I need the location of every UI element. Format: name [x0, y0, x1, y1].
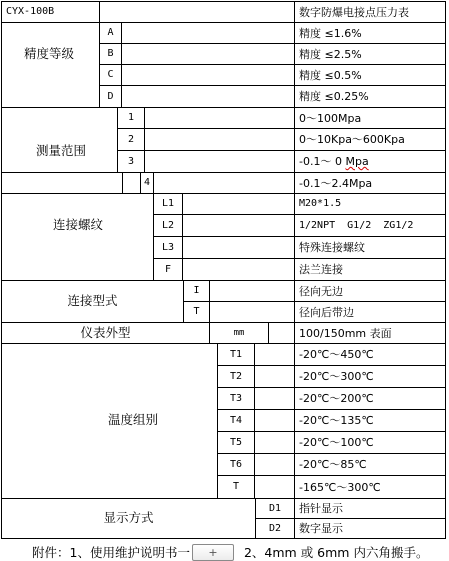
thread-desc-l1: M20*1.5 — [294, 193, 446, 215]
temp-blank-t6 — [254, 453, 295, 476]
accuracy-blank-d — [121, 85, 295, 108]
accuracy-blank-c — [121, 64, 295, 86]
temp-blank-t — [254, 475, 295, 499]
temp-code-t5: T5 — [217, 431, 255, 454]
range-code-4: 4 — [140, 172, 154, 194]
thread-label-cell — [1, 193, 154, 281]
thread-label: 连接螺纹 — [53, 217, 104, 232]
footer-note — [32, 543, 428, 561]
temp-desc-t6: -20℃～85℃ — [294, 453, 446, 476]
thread-code-l2: L2 — [153, 214, 183, 237]
range-blank-4 — [153, 172, 295, 194]
range-desc-3-main: -0.1～ 0 — [299, 155, 346, 168]
temp-desc-t1: -20℃～450℃ — [294, 343, 446, 366]
temperature-label-cell — [1, 343, 218, 499]
range-desc-3-unit: Mpa — [345, 155, 369, 168]
accuracy-blank-b — [121, 43, 295, 65]
temp-code-t: T — [217, 475, 255, 499]
temp-code-t4: T4 — [217, 409, 255, 432]
temp-code-t2: T2 — [217, 365, 255, 388]
connection-blank-t — [209, 301, 295, 323]
range-desc-1: 0～100Mpa — [294, 107, 446, 129]
temp-blank-t4 — [254, 409, 295, 432]
display-code-d2: D2 — [255, 518, 295, 539]
range-code-1: 1 — [117, 107, 145, 129]
range-desc-3 — [294, 150, 446, 173]
size-desc: 100/150mm 表面 — [294, 322, 446, 344]
range-code-2: 2 — [117, 128, 145, 151]
connection-desc-t: 径向后带边 — [294, 301, 446, 323]
connection-code-i: I — [183, 280, 210, 302]
connection-desc-i: 径向无边 — [294, 280, 446, 302]
accuracy-blank-a — [121, 22, 295, 44]
footer-text-before: 附件：1、使用维护说明书一 — [32, 545, 190, 560]
temp-blank-t2 — [254, 365, 295, 388]
display-desc-d1: 指针显示 — [294, 498, 446, 519]
thread-desc-l2: 1/2NPT G1/2 ZG1/2 — [294, 214, 446, 237]
expand-plus-button[interactable]: + — [192, 544, 234, 561]
range-row4-blank-left — [1, 172, 123, 194]
display-code-d1: D1 — [255, 498, 295, 519]
accuracy-desc-a: 精度 ≤1.6% — [294, 22, 446, 44]
temp-blank-t5 — [254, 431, 295, 454]
temp-desc-t3: -20℃～200℃ — [294, 387, 446, 410]
range-blank-3 — [144, 150, 295, 173]
thread-desc-f: 法兰连接 — [294, 258, 446, 281]
accuracy-label: 精度等级 — [24, 46, 75, 61]
thread-blank-l3 — [182, 236, 295, 259]
temp-desc-t5: -20℃～100℃ — [294, 431, 446, 454]
temp-code-t3: T3 — [217, 387, 255, 410]
thread-blank-l2 — [182, 214, 295, 237]
size-code: mm — [209, 322, 269, 344]
accuracy-desc-b: 精度 ≤2.5% — [294, 43, 446, 65]
temp-code-t6: T6 — [217, 453, 255, 476]
accuracy-desc-d: 精度 ≤0.25% — [294, 85, 446, 108]
thread-code-f: F — [153, 258, 183, 281]
thread-blank-f — [182, 258, 295, 281]
range-label: 测量范围 — [36, 143, 87, 158]
size-blank — [268, 322, 295, 344]
temp-desc-t: -165℃～300℃ — [294, 475, 446, 499]
range-blank-2 — [144, 128, 295, 151]
temp-desc-t2: -20℃～300℃ — [294, 365, 446, 388]
thread-desc-l3: 特殊连接螺纹 — [294, 236, 446, 259]
range-desc-4: -0.1～2.4Mpa — [294, 172, 446, 194]
range-label-cell — [1, 107, 118, 173]
temp-code-t1: T1 — [217, 343, 255, 366]
display-label: 显示方式 — [1, 498, 256, 539]
connection-code-t: T — [183, 301, 210, 323]
display-desc-d2: 数字显示 — [294, 518, 446, 539]
range-row4-blank-mid — [122, 172, 141, 194]
temp-blank-t1 — [254, 343, 295, 366]
header-blank — [99, 1, 295, 23]
range-desc-2: 0～10Kpa～600Kpa — [294, 128, 446, 151]
footer-text-after: 2、4mm 或 6mm 内六角搬手。 — [243, 545, 429, 560]
accuracy-code-c: C — [99, 64, 122, 86]
accuracy-desc-c: 精度 ≤0.5% — [294, 64, 446, 86]
accuracy-code-b: B — [99, 43, 122, 65]
accuracy-label-cell — [1, 22, 100, 108]
range-blank-1 — [144, 107, 295, 129]
connection-label: 连接型式 — [1, 280, 184, 323]
thread-blank-l1 — [182, 193, 295, 215]
temp-desc-t4: -20℃～135℃ — [294, 409, 446, 432]
size-label: 仪表外型 — [1, 322, 210, 344]
accuracy-code-d: D — [99, 85, 122, 108]
accuracy-code-a: A — [99, 22, 122, 44]
connection-blank-i — [209, 280, 295, 302]
thread-code-l1: L1 — [153, 193, 183, 215]
model-cell: CYX-100B — [1, 1, 100, 23]
product-title: 数字防爆电接点压力表 — [294, 1, 446, 23]
temp-blank-t3 — [254, 387, 295, 410]
temperature-label: 温度组别 — [108, 412, 159, 427]
thread-code-l3: L3 — [153, 236, 183, 259]
range-code-3: 3 — [117, 150, 145, 173]
